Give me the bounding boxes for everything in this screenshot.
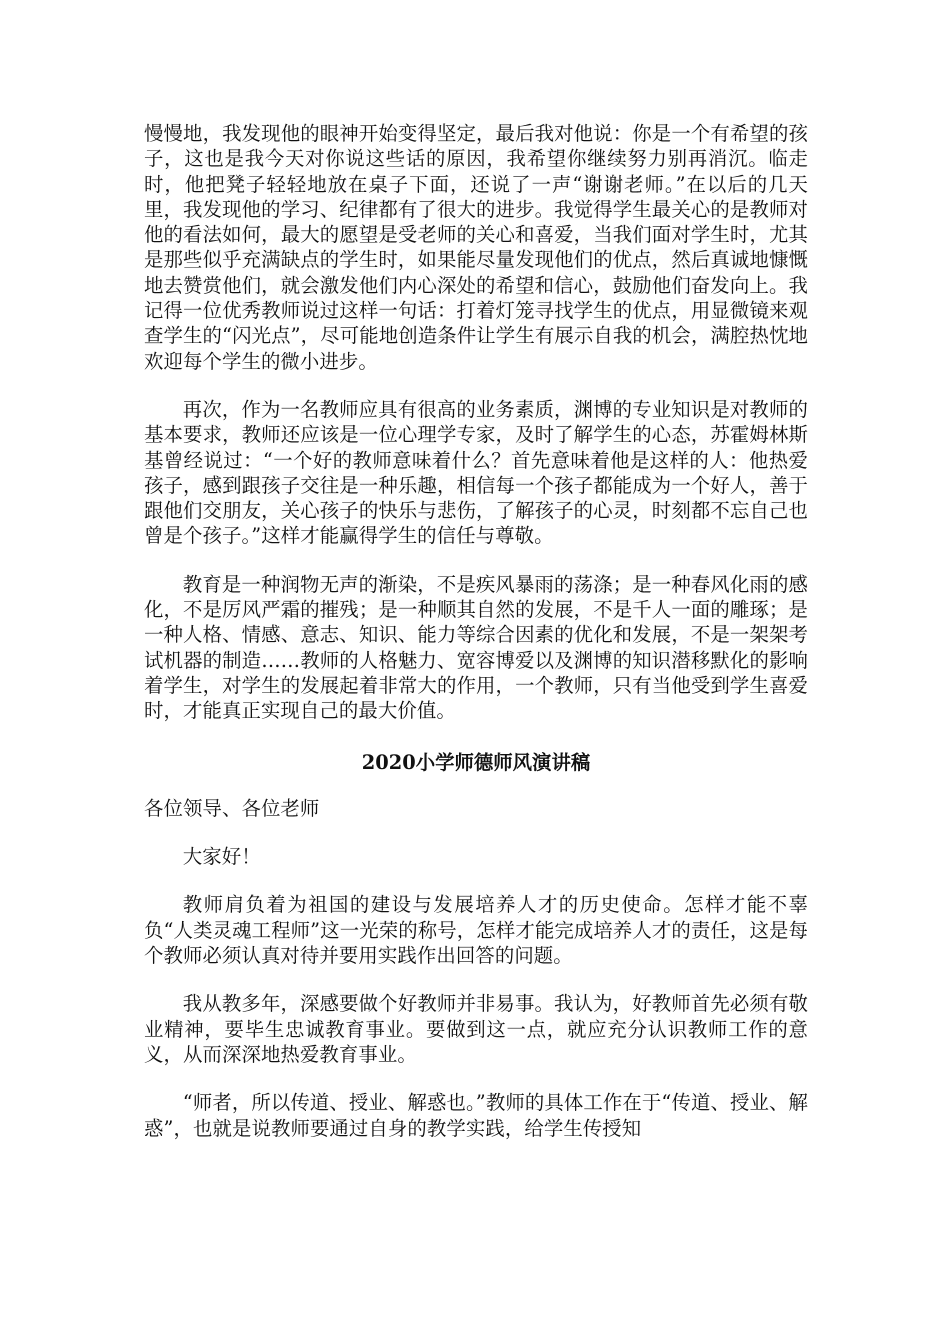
body-paragraph: 再次，作为一名教师应具有很高的业务素质，渊博的专业知识是对教师的基本要求，教师还应该是一位心理学专家，及时了解学生的心态，苏霍姆林斯基曾经说过：“一个好的教师意味着什么？首先意味着他是这样的人：他热爱孩子，感到跟孩子交往是一种乐趣，相信每一个孩子都能成为一个好人，善于跟他们交朋友，关心孩子的快乐与悲伤，了解孩子的心灵，时刻都不忘自己也曾是个孩子。”这样才能赢得学生的信任与尊敬。 <box>144 397 808 548</box>
greeting: 大家好！ <box>182 845 261 869</box>
salutation: 各位领导、各位老师 <box>144 796 320 820</box>
document-page <box>144 121 808 1141</box>
body-paragraph: 慢慢地，我发现他的眼神开始变得坚定，最后我对他说：你是一个有希望的孩子，这也是我今天对你说这些话的原因，我希望你继续努力别再消沉。临走时，他把凳子轻轻地放在桌子下面，还说了一声“谢谢老师。”在以后的几天里，我发现他的学习、纪律都有了很大的进步。我觉得学生最关心的是教师对他的看法如何，最大的愿望是受老师的关心和喜爱，当我们面对学生时，尤其是那些似乎充满缺点的学生时，如果能尽量发现他们的优点，然后真诚地慷慨地去赞赏他们，就会激发他们内心深处的希望和信心，鼓励他们奋发向上。我记得一位优秀教师说过这样一句话：打着灯笼寻找学生的优点，用显微镜来观查学生的“闪光点”，尽可能地创造条件让学生有展示自我的机会，满腔热忱地欢迎每个学生的微小进步。 <box>144 122 808 373</box>
body-paragraph: 教育是一种润物无声的渐染，不是疾风暴雨的荡涤；是一种春风化雨的感化，不是厉风严霜的摧残；是一种顺其自然的发展，不是千人一面的雕琢；是一种人格、情感、意志、知识、能力等综合因素的优化和发展，不是一架架考试机器的制造……教师的人格魅力、宽容博爱以及渊博的知识潜移默化的影响着学生，对学生的发展起着非常大的作用，一个教师，只有当他受到学生喜爱时，才能真正实现自己的最大价值。 <box>144 572 808 723</box>
body-paragraph: 我从教多年，深感要做个好教师并非易事。我认为，好教师首先必须有敬业精神，要毕生忠诚教育事业。要做到这一点，就应充分认识教师工作的意义，从而深深地热爱教育事业。 <box>144 992 808 1066</box>
body-paragraph: “师者，所以传道、授业、解惑也。”教师的具体工作在于“传道、授业、解惑”，也就是说教师要通过自身的教学实践，给学生传授知 <box>144 1091 808 1140</box>
body-paragraph: 教师肩负着为祖国的建设与发展培养人才的历史使命。怎样才能不辜负“人类灵魂工程师”这一光荣的称号，怎样才能完成培养人才的责任，这是每个教师必须认真对待并要用实践作出回答的问题。 <box>144 893 808 968</box>
speech-title: 2020小学师德师风演讲稿 <box>361 750 591 774</box>
